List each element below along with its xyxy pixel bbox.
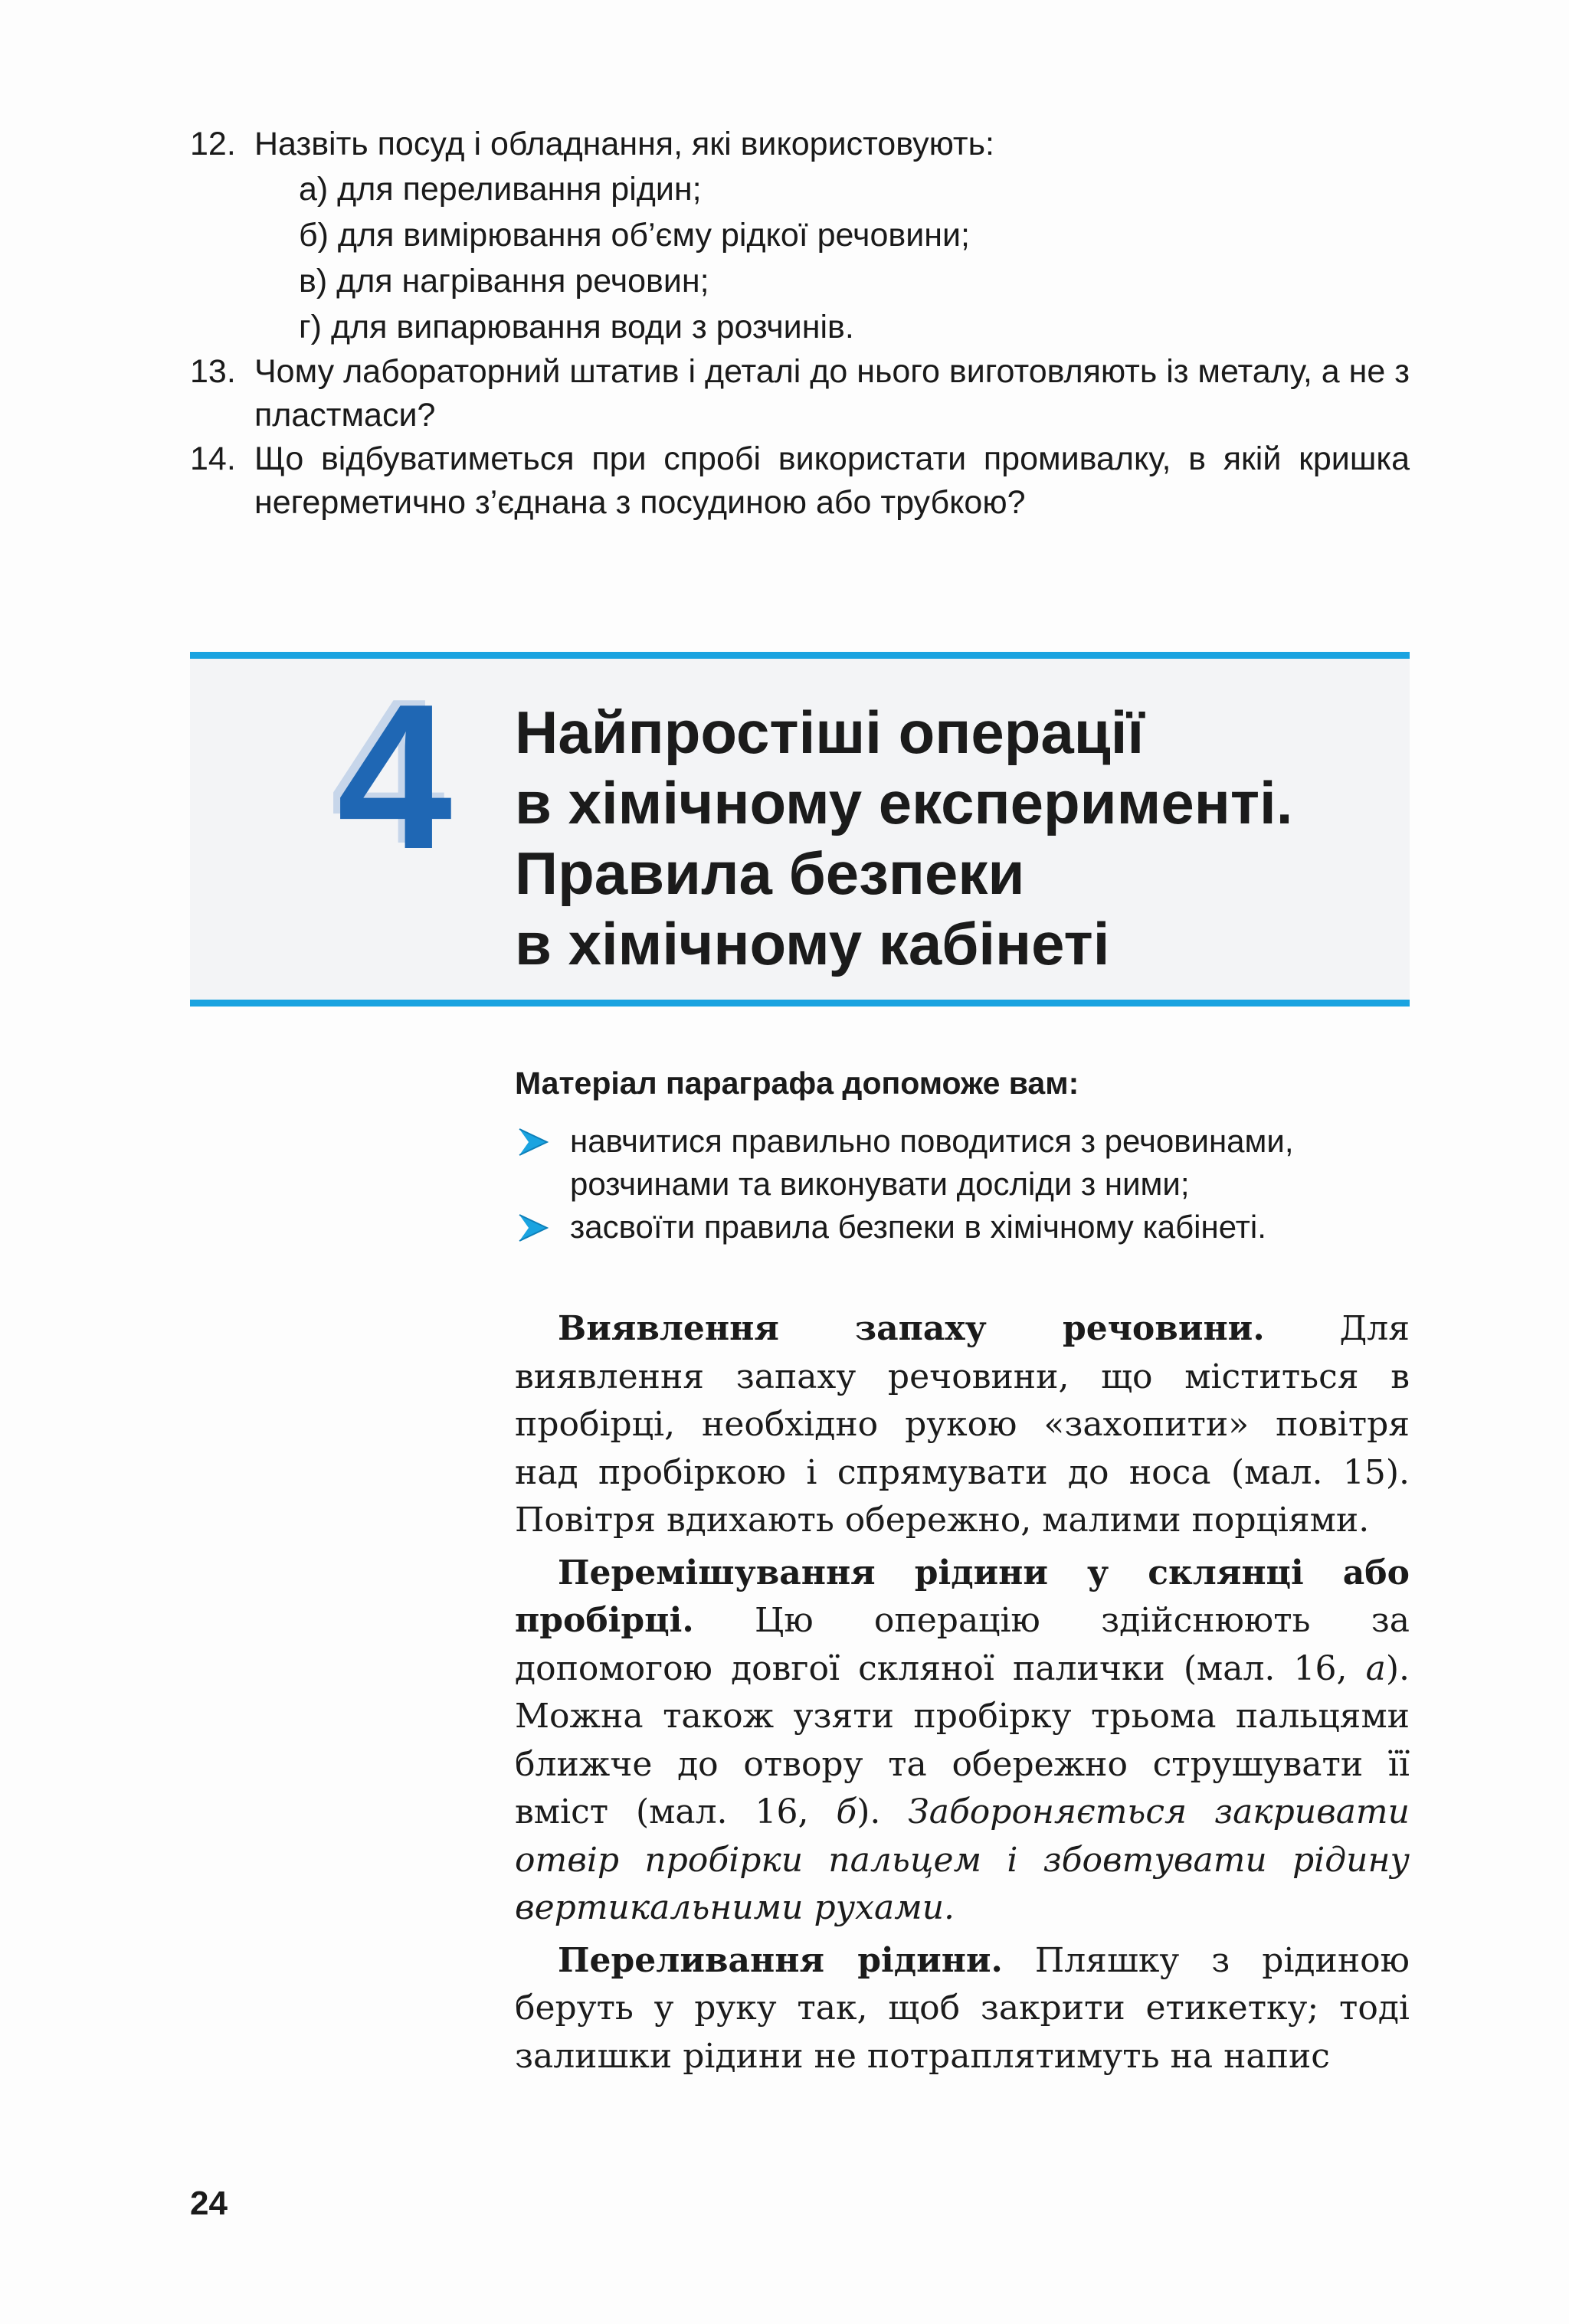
goal-text: навчитися правильно поводитися з речовинами, розчинами та виконувати досліди з ними;	[570, 1123, 1294, 1202]
paragraph-heading: Виявлення запаху речовини.	[558, 1309, 1265, 1348]
paragraph-heading: Переливання рідини.	[558, 1940, 1003, 1980]
paragraph-mixing	[515, 1550, 1410, 1933]
chevron-right-icon	[518, 1128, 549, 1157]
review-questions	[190, 123, 1410, 525]
paragraph-text: ). Можна також узяти пробірку трьома пальцями ближче до отвору та обережно струшувати її вміст (мал. 16,	[515, 1648, 1410, 1831]
question-sub-item: а) для переливання рідин;	[299, 171, 702, 208]
goal-item	[515, 1120, 1410, 1206]
goal-text: засвоїти правила безпеки в хімічному кабінеті.	[570, 1209, 1266, 1245]
question-number: 14.	[190, 440, 236, 477]
paragraph-text: Для виявлення запаху речовини, що міститься в пробірці, необхідно рукою «захопити» повітря над пробіркою і спрямувати до носа (мал. 15). Повітря вдихають обережно, малими порціями.	[515, 1309, 1410, 1540]
question-number: 12.	[190, 126, 236, 162]
body-text	[515, 1305, 1410, 2080]
section-title-line: Найпростіші операції	[515, 699, 1145, 766]
question-number: 13.	[190, 353, 236, 390]
question-text: Назвіть посуд і обладнання, які використовують:	[254, 126, 994, 162]
paragraph-text: ).	[857, 1792, 909, 1831]
chevron-right-icon	[518, 1213, 549, 1242]
paragraph-pouring	[515, 1937, 1410, 2081]
figure-letter: б	[836, 1792, 857, 1831]
goals-intro: Матеріал параграфа допоможе вам:	[515, 1065, 1079, 1101]
section-title-line: Правила безпеки	[515, 840, 1025, 907]
section-title-line: в хімічному експерименті.	[515, 769, 1293, 836]
question-text: Чому лабораторний штатив і деталі до нього виготовляють із металу, а не з пластмаси?	[254, 353, 1410, 434]
question-sub-item: г) для випарювання води з розчинів.	[299, 309, 854, 345]
section-bottom-rule	[190, 1000, 1410, 1007]
paragraph-text: Пляшку з рідиною беруть у руку так, щоб закрити етикетку; тоді залишки рідини не потраплятимуть на напис	[515, 1940, 1410, 2076]
paragraph-text: Цю операцію здійснюють за допомогою довгої скляної палички (мал. 16,	[515, 1601, 1410, 1688]
section-title	[515, 697, 1410, 979]
section-top-rule	[190, 652, 1410, 659]
goal-item	[515, 1206, 1410, 1249]
question-sub-item: б) для вимірювання об’єму рідкої речовини;	[299, 217, 970, 254]
question-text: Що відбуватиметься при спробі використати промивалку, в якій кришка негерметично з’єднана з посудиною або трубкою?	[254, 440, 1410, 521]
paragraph-heading: Перемішування рідини у склянці або пробірці.	[515, 1553, 1410, 1640]
page-number: 24	[190, 2185, 228, 2222]
question-12	[190, 123, 1410, 166]
section-number: 4	[337, 662, 453, 892]
question-sub-item: в) для нагрівання речовин;	[299, 263, 709, 300]
figure-letter: а	[1365, 1648, 1386, 1688]
question-13	[190, 350, 1410, 437]
safety-warning: Забороняється закривати отвір пробірки пальцем і збовтувати рідину вертикальними рухами.	[515, 1792, 1410, 1927]
paragraph-smell	[515, 1305, 1410, 1545]
learning-goals	[515, 1062, 1410, 1249]
question-14	[190, 437, 1410, 525]
section-title-line: в хімічному кабінеті	[515, 910, 1110, 977]
